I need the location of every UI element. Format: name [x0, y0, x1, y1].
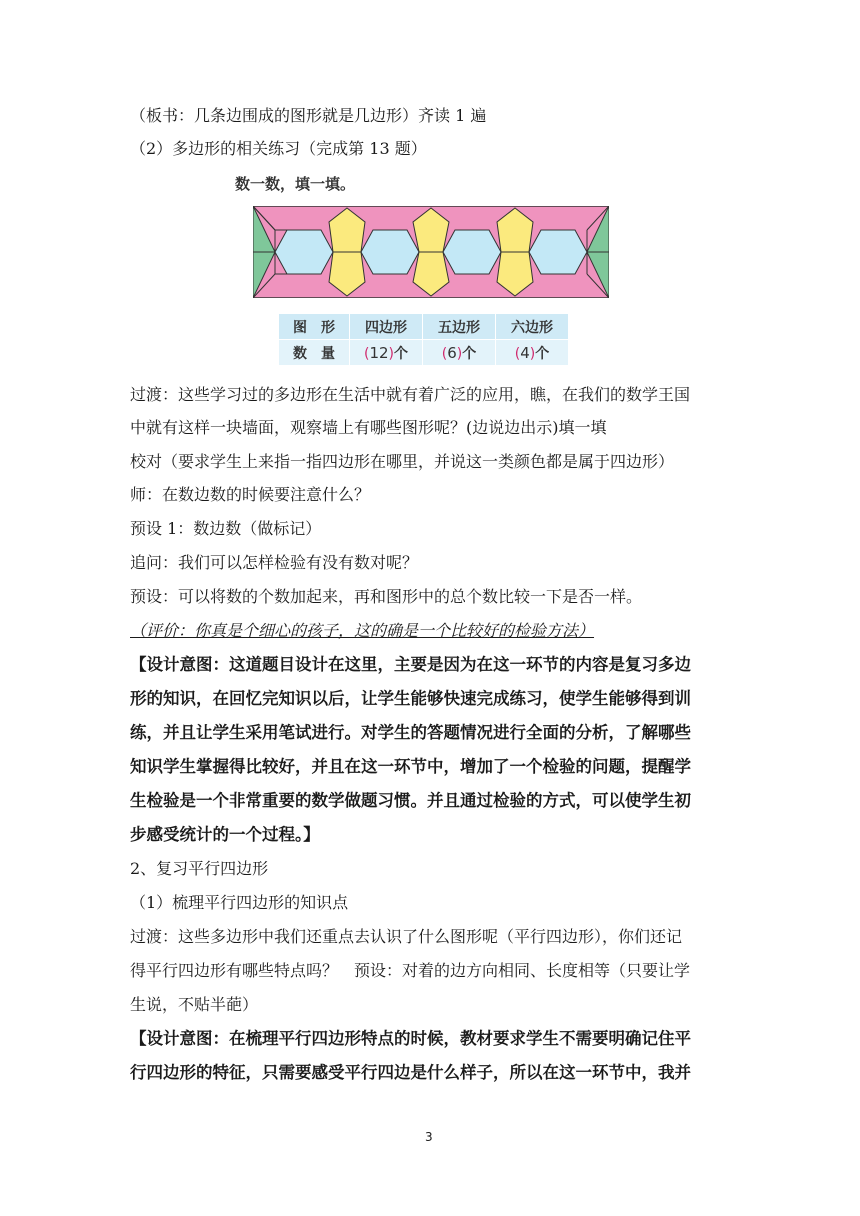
design-intent-line: 形的知识，在回忆完知识以后，让学生能够快速完成练习，使学生能够得到训 — [130, 689, 691, 708]
count-quadrilateral: (12)个 — [350, 340, 423, 366]
hexagon-1 — [275, 230, 333, 274]
hexagon-3 — [443, 230, 501, 274]
text-line: 得平行四边形有哪些特点吗？ 预设：对着的边方向相同、长度相等（只要让学 — [130, 961, 691, 980]
polygon-wall-figure — [253, 206, 609, 298]
text-line: 校对（要求学生上来指一指四边形在哪里，并说这一类颜色都是属于四边形） — [130, 452, 675, 471]
design-intent-line: 生检验是一个非常重要的数学做题习惯。并且通过检验的方式，可以使学生初 — [130, 791, 691, 810]
row-label-quantity: 数 量 — [279, 340, 350, 366]
design-intent-line: 步感受统计的一个过程。】 — [130, 825, 320, 844]
design-intent-line: 【设计意图：在梳理平行四边形特点的时候，教材要求学生不需要明确记住平 — [130, 1029, 691, 1048]
design-intent-line: 【设计意图：这道题目设计在这里，主要是因为在这一环节的内容是复习多边 — [130, 655, 691, 674]
text-line: 过渡：这些学习过的多边形在生活中就有着广泛的应用，瞧，在我们的数学王国 — [130, 385, 691, 404]
text-line: 中就有这样一块墙面，观察墙上有哪些图形呢？(边说边出示)填一填 — [130, 418, 607, 437]
count-table — [279, 314, 569, 365]
design-intent-line: 练，并且让学生采用笔试进行。对学生的答题情况进行全面的分析，了解哪些 — [130, 723, 691, 742]
text-line: 师：在数边数的时候要注意什么？ — [130, 485, 371, 504]
page-number: 3 — [425, 1130, 433, 1144]
evaluation-note: （评价：你真是个细心的孩子，这的确是一个比较好的检验方法） — [130, 621, 595, 640]
design-intent-line: 行四边形的特征，只需要感受平行四边是什么样子，所以在这一环节中，我并 — [130, 1063, 691, 1082]
text-line: 过渡：这些多边形中我们还重点去认识了什么图形呢（平行四边形），你们还记 — [130, 927, 683, 946]
section-heading: 2、复习平行四边形 — [130, 859, 269, 878]
section-heading: （1）梳理平行四边形的知识点 — [130, 893, 349, 912]
header-quadrilateral: 四边形 — [350, 314, 423, 340]
text-line: 预设 1：数边数（做标记） — [130, 519, 322, 538]
header-shape: 图 形 — [279, 314, 350, 340]
header-hexagon: 六边形 — [496, 314, 569, 340]
exercise-caption: 数一数，填一填。 — [235, 175, 356, 193]
text-line: 预设：可以将数的个数加起来，再和图形中的总个数比较一下是否一样。 — [130, 587, 643, 606]
hexagon-4 — [529, 230, 587, 274]
count-pentagon: (6)个 — [423, 340, 496, 366]
text-line: （板书：几条边围成的图形就是几边形）齐读 1 遍 — [130, 106, 487, 125]
design-intent-line: 知识学生掌握得比较好，并且在这一环节中，增加了一个检验的问题，提醒学 — [130, 757, 691, 776]
section-heading: （2）多边形的相关练习（完成第 13 题） — [130, 139, 427, 158]
text-line: 追问：我们可以怎样检验有没有数对呢？ — [130, 553, 419, 572]
text-line: 生说，不贴半葩） — [130, 995, 259, 1014]
hexagon-2 — [361, 230, 419, 274]
count-hexagon: (4)个 — [496, 340, 569, 366]
header-pentagon: 五边形 — [423, 314, 496, 340]
